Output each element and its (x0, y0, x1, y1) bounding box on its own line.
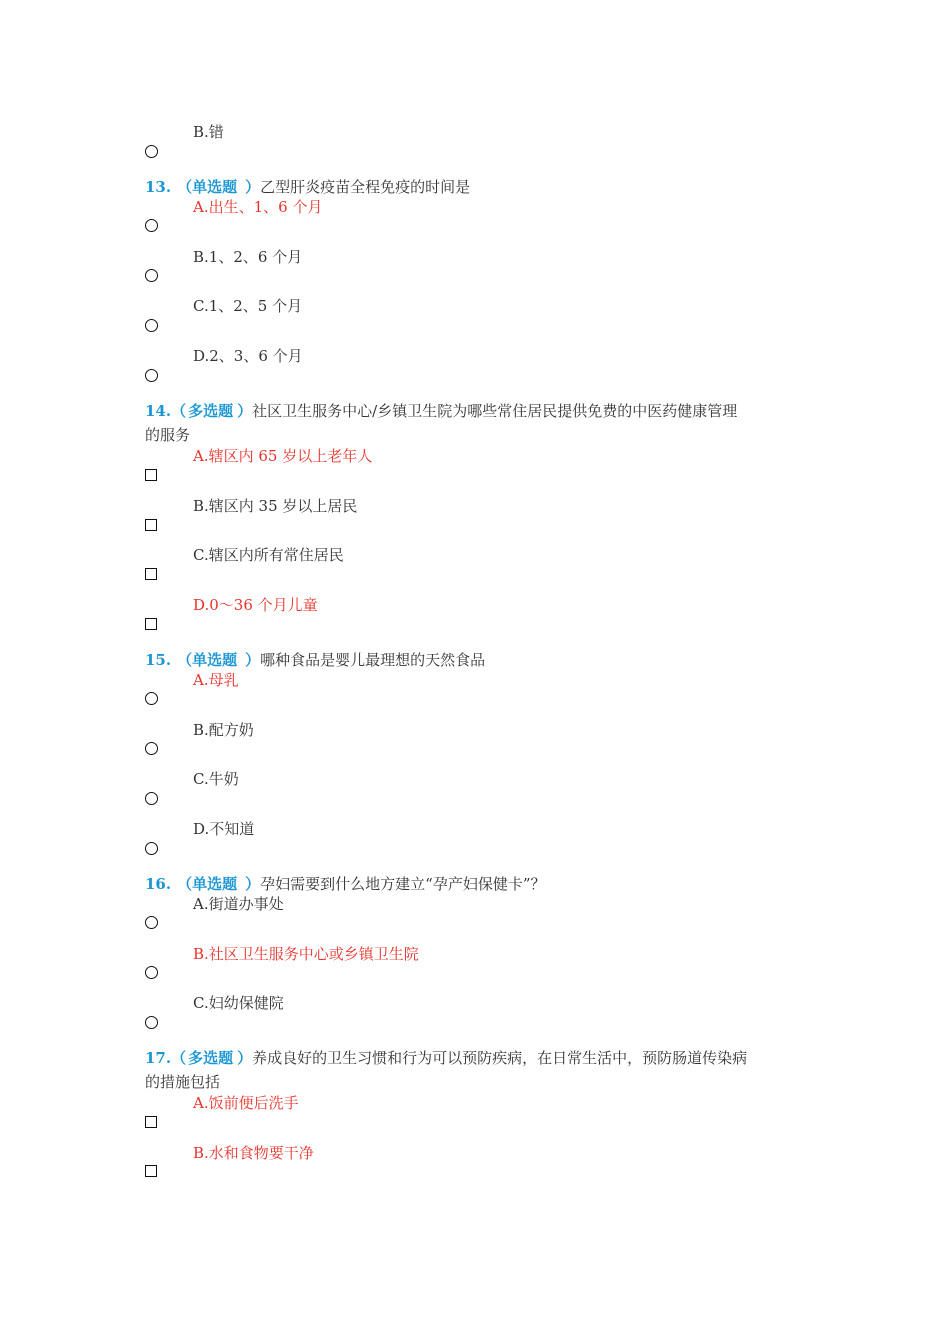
q17-close-paren: ） (237, 1049, 253, 1067)
q15-open-paren: （ (177, 651, 193, 669)
q17-option-a-label: A.饭前便后洗手 (193, 1094, 299, 1112)
q13-option-a-label: A.出生、1、6 个月 (193, 198, 323, 216)
q16-option-b-radio[interactable] (145, 966, 158, 979)
q17-number: 17. (145, 1049, 172, 1067)
q16-type: 单选题 (192, 875, 238, 893)
q17-option-b-label: B.水和食物要干净 (193, 1144, 314, 1162)
q17-option-a-checkbox[interactable] (145, 1116, 157, 1128)
q17-text-line2: 的措施包括 (145, 1073, 221, 1091)
q15-close-paren: ） (245, 651, 261, 669)
q16-option-b-label: B.社区卫生服务中心或乡镇卫生院 (193, 945, 419, 963)
q15-option-a-label: A.母乳 (193, 671, 239, 689)
q14-open-paren: （ (171, 402, 187, 420)
q14-text: 社区卫生服务中心/乡镇卫生院为哪些常住居民提供免费的中医药健康管理 (252, 402, 738, 420)
q15-option-c-radio[interactable] (145, 792, 158, 805)
q16-close-paren: ） (245, 875, 261, 893)
q13-option-a-radio[interactable] (145, 219, 158, 232)
q15-option-a-radio[interactable] (145, 692, 158, 705)
q13-option-b-label: B.1、2、6 个月 (193, 248, 303, 266)
q15-text: 哪种食品是婴儿最理想的天然食品 (260, 651, 486, 669)
q13-text: 乙型肝炎疫苗全程免疫的时间是 (260, 178, 471, 196)
q14-option-b-label: B.辖区内 35 岁以上居民 (193, 497, 358, 515)
q13-option-d-radio[interactable] (145, 369, 158, 382)
q14-title (145, 399, 737, 423)
q15-option-d-label: D.不知道 (193, 820, 255, 838)
q14-option-d-label: D.0～36 个月儿童 (193, 596, 318, 614)
q13-title (145, 175, 470, 199)
q15-option-b-label: B.配方奶 (193, 721, 254, 739)
q14-text-line2: 的服务 (145, 426, 191, 444)
q15-option-b-radio[interactable] (145, 742, 158, 755)
q17-open-paren: （ (171, 1049, 187, 1067)
q14-close-paren: ） (237, 402, 253, 420)
q15-number: 15. (145, 651, 172, 669)
q12-option-b-label: B.错 (193, 123, 224, 141)
q17-type: 多选题 (188, 1049, 234, 1067)
q15-title (145, 648, 485, 672)
q16-option-a-radio[interactable] (145, 916, 158, 929)
q15-option-c-label: C.牛奶 (193, 770, 239, 788)
q16-option-c-radio[interactable] (145, 1016, 158, 1029)
q14-option-c-checkbox[interactable] (145, 568, 157, 580)
q14-type: 多选题 (188, 402, 234, 420)
q14-option-d-checkbox[interactable] (145, 618, 157, 630)
q12-option-b-radio[interactable] (145, 145, 158, 158)
q13-option-b-radio[interactable] (145, 269, 158, 282)
q17-option-b-checkbox[interactable] (145, 1165, 157, 1177)
q16-option-c-label: C.妇幼保健院 (193, 994, 284, 1012)
q16-text: 孕妇需要到什么地方建立“孕产妇保健卡”？ (260, 875, 546, 893)
q14-option-a-label: A.辖区内 65 岁以上老年人 (193, 447, 373, 465)
q15-option-d-radio[interactable] (145, 842, 158, 855)
q13-open-paren: （ (177, 178, 193, 196)
q14-number: 14. (145, 402, 172, 420)
q16-option-a-label: A.街道办事处 (193, 895, 284, 913)
q17-title (145, 1046, 747, 1070)
q17-text: 养成良好的卫生习惯和行为可以预防疾病，在日常生活中，预防肠道传染病 (252, 1049, 748, 1067)
q13-close-paren: ） (245, 178, 261, 196)
q14-option-b-checkbox[interactable] (145, 519, 157, 531)
q13-type: 单选题 (192, 178, 238, 196)
q13-option-d-label: D.2、3、6 个月 (193, 347, 303, 365)
q14-option-a-checkbox[interactable] (145, 469, 157, 481)
q15-type: 单选题 (192, 651, 238, 669)
q13-number: 13. (145, 178, 172, 196)
q14-option-c-label: C.辖区内所有常住居民 (193, 546, 344, 564)
q13-option-c-radio[interactable] (145, 319, 158, 332)
q16-number: 16. (145, 875, 172, 893)
q16-title (145, 872, 546, 896)
q16-open-paren: （ (177, 875, 193, 893)
q13-option-c-label: C.1、2、5 个月 (193, 297, 303, 315)
